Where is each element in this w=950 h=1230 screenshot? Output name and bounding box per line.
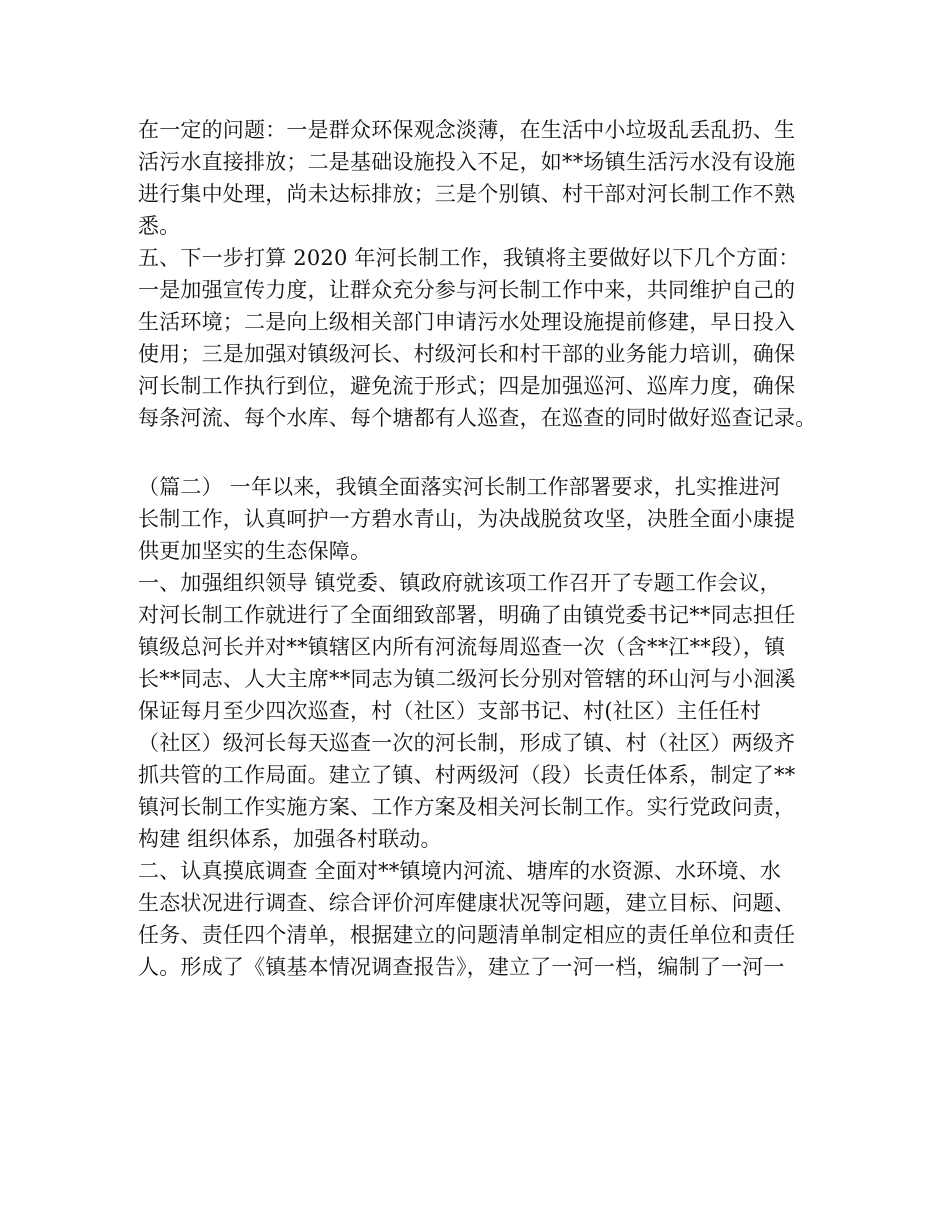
- text-line: 悉。: [138, 214, 181, 238]
- section-heading: （篇二） 一年以来，我镇全面落实河长制工作部署要求，扎实推进河: [138, 475, 781, 499]
- text-line: 进行集中处理，尚未达标排放；三是个别镇、村干部对河长制工作不熟: [138, 182, 796, 206]
- text-line: 镇河长制工作实施方案、工作方案及相关河长制工作。实行党政问责，: [138, 795, 796, 819]
- section-heading: 一、加强组织领导 镇党委、镇政府就该项工作召开了专题工作会议，: [138, 571, 781, 595]
- text-line: 河长制工作执行到位，避免流于形式；四是加强巡河、巡库力度，确保: [138, 374, 796, 398]
- text-line: 供更加坚实的生态保障。: [138, 539, 372, 563]
- text-line: 任务、责任四个清单，根据建立的问题清单制定相应的责任单位和责任: [138, 923, 796, 947]
- text-line: 生态状况进行调查、综合评价河库健康状况等问题，建立目标、问题、: [138, 891, 796, 915]
- text-line: 镇级总河长并对**镇辖区内所有河流每周巡查一次（含**江**段），镇: [138, 635, 786, 659]
- text-line: 活污水直接排放；二是基础设施投入不足，如**场镇生活污水没有设施: [138, 150, 796, 174]
- text-line: 长**同志、人大主席**同志为镇二级河长分别对管辖的环山河与小洄溪: [138, 667, 796, 691]
- text-line: 人。形成了《镇基本情况调查报告》，建立了一河一档，编制了一河一: [138, 955, 785, 979]
- text-line: 在一定的问题：一是群众环保观念淡薄，在生活中小垃圾乱丢乱扔、生: [138, 118, 796, 142]
- text-line: 对河长制工作就进行了全面细致部署，明确了由镇党委书记**同志担任: [138, 603, 796, 627]
- text-line: 使用；三是加强对镇级河长、村级河长和村干部的业务能力培训，确保: [138, 342, 796, 366]
- text-line: 长制工作，认真呵护一方碧水青山，为决战脱贫攻坚，决胜全面小康提: [138, 507, 796, 531]
- section-heading: 二、认真摸底调查 全面对**镇境内河流、塘库的水资源、水环境、水: [138, 859, 782, 883]
- text-line: 每条河流、每个水库、每个塘都有人巡查，在巡查的同时做好巡查记录。: [138, 406, 817, 430]
- text-line: 抓共管的工作局面。建立了镇、村两级河（段）长责任体系，制定了**: [138, 763, 796, 787]
- text-line: 构建 组织体系，加强各村联动。: [138, 827, 442, 851]
- text-line: 生活环境；二是向上级相关部门申请污水处理设施提前修建，早日投入: [138, 310, 796, 334]
- text-line: 一是加强宣传力度，让群众充分参与河长制工作中来，共同维护自己的: [138, 278, 796, 302]
- section-heading: 五、下一步打算 2020 年河长制工作，我镇将主要做好以下几个方面：: [138, 246, 800, 270]
- text-line: 保证每月至少四次巡查，村（社区）支部书记、村(社区）主任任村: [138, 699, 762, 723]
- text-line: （社区）级河长每天巡查一次的河长制，形成了镇、村（社区）两级齐: [138, 731, 796, 755]
